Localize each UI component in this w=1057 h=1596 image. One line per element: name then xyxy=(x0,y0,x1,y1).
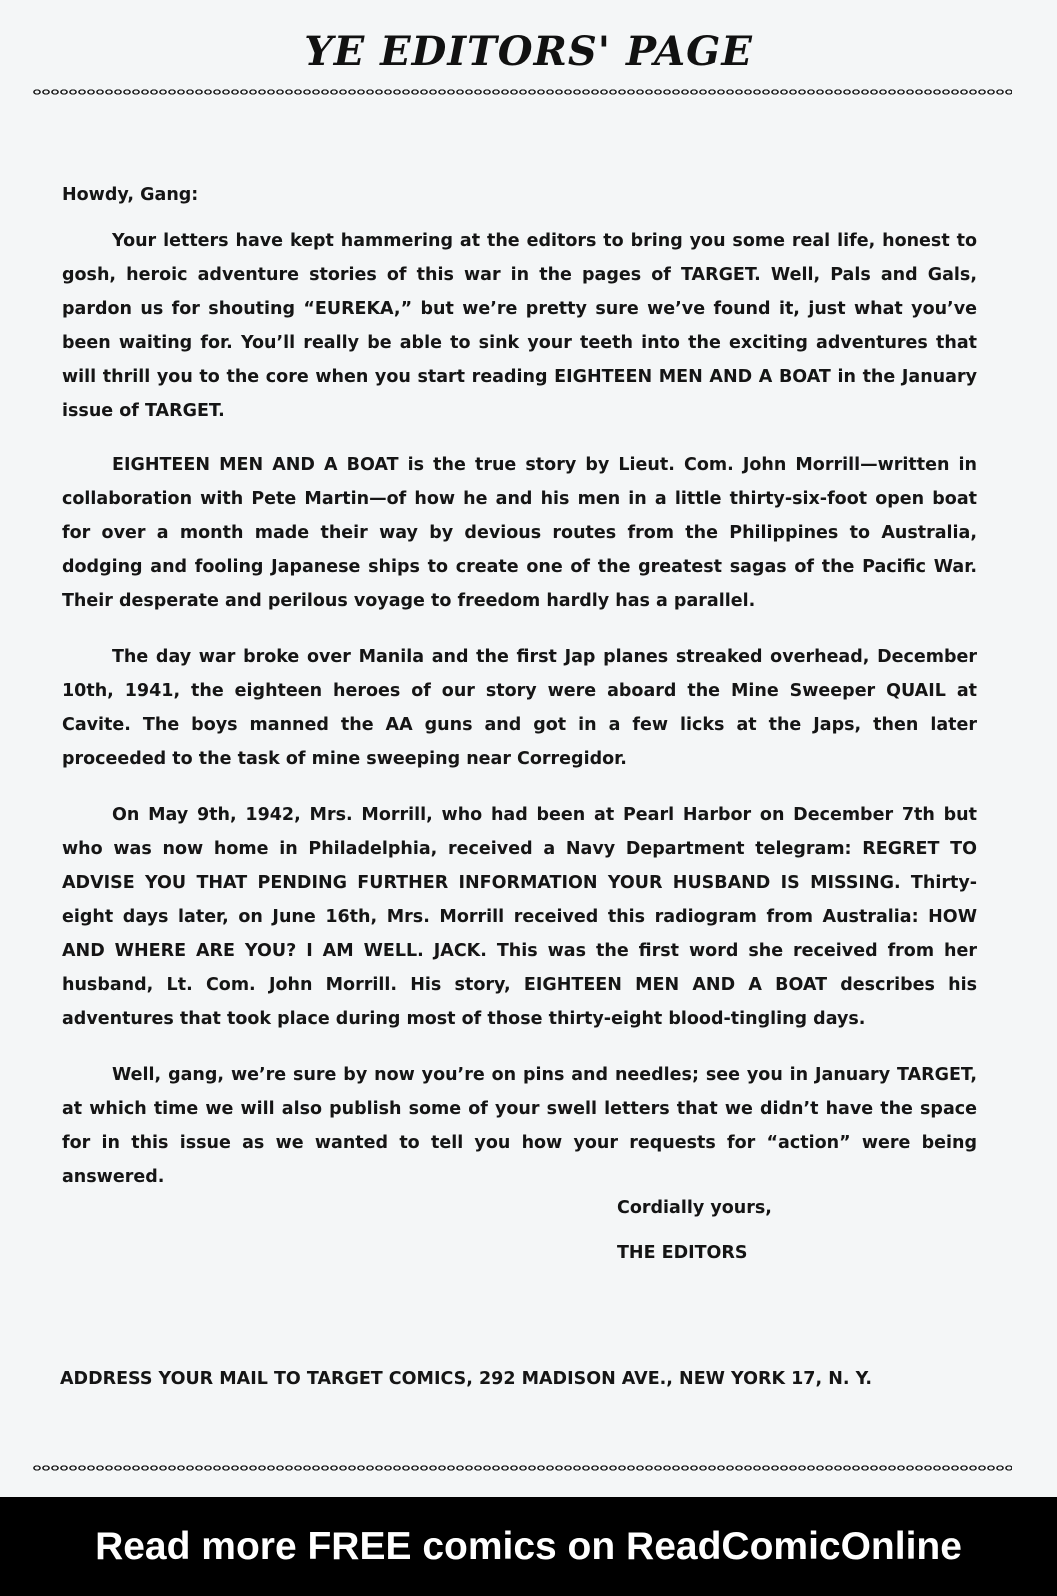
page-title: YE EDITORS' PAGE xyxy=(304,28,753,75)
mailing-address: ADDRESS YOUR MAIL TO TARGET COMICS, 292 MADISON AVE., NEW YORK 17, N. Y. xyxy=(60,1369,872,1389)
paragraph-5: Well, gang, we’re sure by now you’re on pins and needles; see you in January TARGET, at which time we will also publish some of your swell letters that we didn’t have the space for in this issue as we wanted to tell you how your requests for “action” were being answered. xyxy=(62,1065,977,1187)
bottom-chain-border xyxy=(32,1462,1012,1474)
paragraph-4: On May 9th, 1942, Mrs. Morrill, who had been at Pearl Harbor on December 7th but who was now home in Philadelphia, received a Navy Department telegram: REGRET TO ADVISE YOU THAT PENDING FURTHER INFORMATION YOUR HUSBAND IS MISSING. Thirty-eight days later, on June 16th, Mrs. Morrill received this radiogram from Australia: HOW AND WHERE ARE YOU? I AM WELL. JACK. This was the first word she received from her husband, Lt. Com. John Morrill. His story, EIGHTEEN MEN AND A BOAT describes his adventures that took place during most of those thirty-eight blood-tingling days. xyxy=(62,805,977,1029)
top-chain-border xyxy=(32,86,1012,98)
greeting: Howdy, Gang: xyxy=(62,185,199,205)
signature: THE EDITORS xyxy=(617,1243,748,1263)
promo-banner[interactable]: Read more FREE comics on ReadComicOnline xyxy=(0,1497,1057,1596)
paragraph-3: The day war broke over Manila and the first Jap planes streaked overhead, December 10th, 1941, the eighteen heroes of our story were aboard the Mine Sweeper QUAIL at Cavite. The boys manned the AA guns and got in a few licks at the Japs, then later proceeded to the task of mine sweeping near Corregidor. xyxy=(62,647,977,769)
paragraph-2: EIGHTEEN MEN AND A BOAT is the true story by Lieut. Com. John Morrill—written in collaboration with Pete Martin—of how he and his men in a little thirty-six-foot open boat for over a month made their way by devious routes from the Philippines to Australia, dodging and fooling Japanese ships to create one of the greatest sagas of the Pacific War. Their desperate and perilous voyage to freedom hardly has a parallel. xyxy=(62,455,977,611)
paragraph-1: Your letters have kept hammering at the editors to bring you some real life, honest to gosh, heroic adventure stories of this war in the pages of TARGET. Well, Pals and Gals, pardon us for shouting “EUREKA,” but we’re pretty sure we’ve found it, just what you’ve been waiting for. You’ll really be able to sink your teeth into the exciting adventures that will thrill you to the core when you start reading EIGHTEEN MEN AND A BOAT in the January issue of TARGET. xyxy=(62,231,977,421)
closing-line: Cordially yours, xyxy=(617,1198,772,1218)
